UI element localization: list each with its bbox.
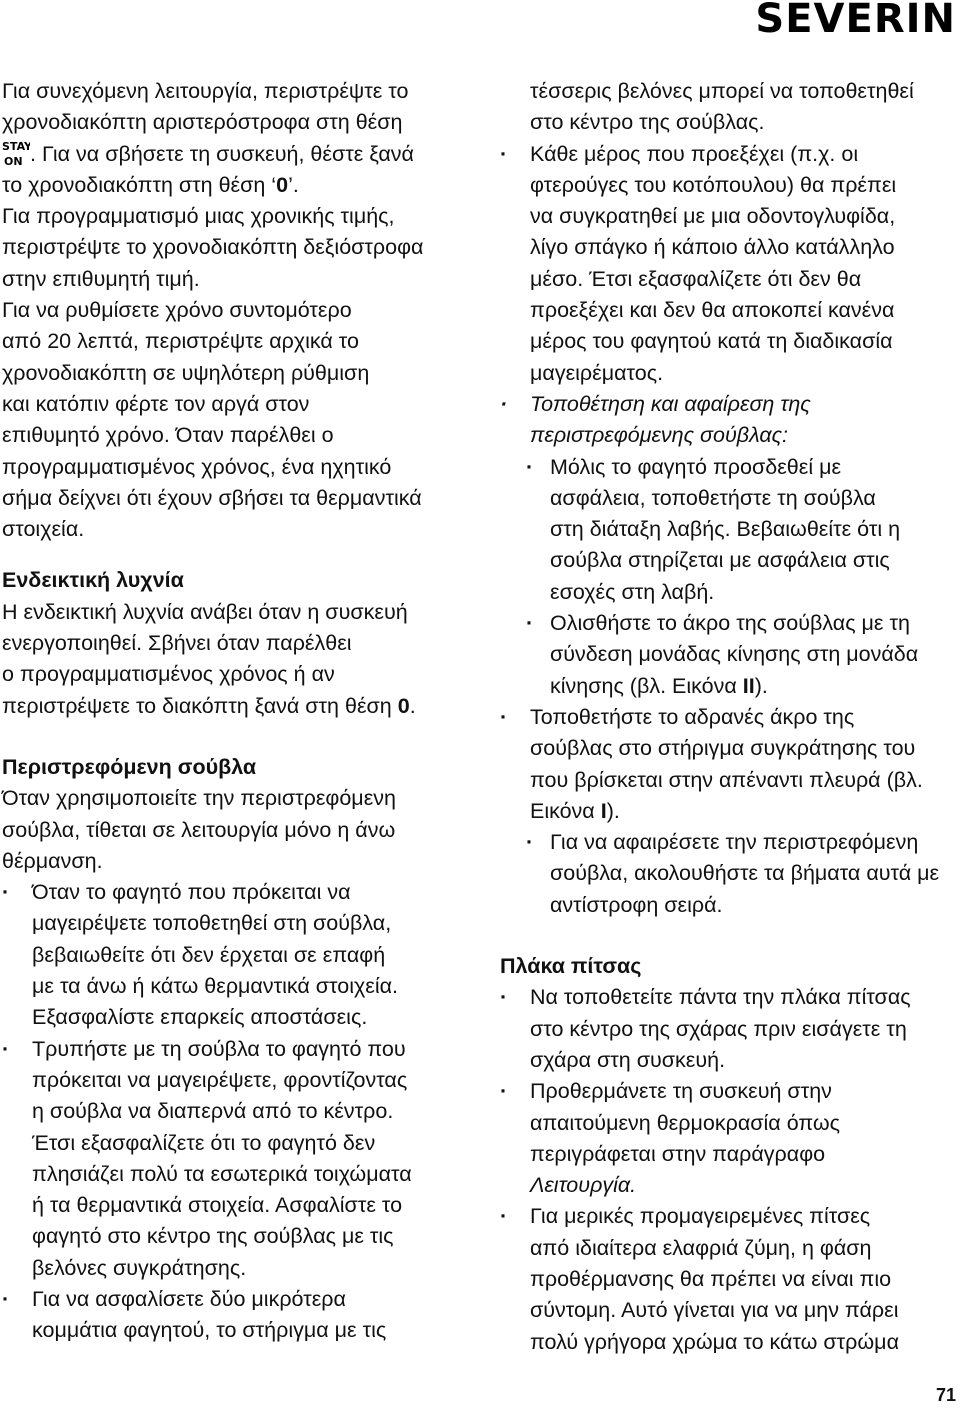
bullet-line: · Για να ασφαλίσετε δύο μικρότερα — [2, 1284, 472, 1315]
bullet-line: · Τρυπήστε με τη σούβλα το φαγητό που — [2, 1034, 472, 1065]
text-line: Έτσι εξασφαλίζετε ότι το φαγητό δεν — [32, 1130, 376, 1155]
bullet-line: · Τοποθέτηση και αφαίρεση της — [500, 389, 958, 420]
stay-label: STAY — [2, 139, 30, 153]
text-line: ή τα θερμαντικά στοιχεία. Ασφαλίστε το — [32, 1193, 403, 1218]
text-line: που βρίσκεται στην απέναντι πλευρά (βλ. — [530, 767, 923, 792]
text-line: από 20 λεπτά, περιστρέψτε αρχικά το — [2, 329, 359, 354]
text-line: και κατόπιν φέρτε τον αργά στον — [2, 391, 310, 416]
section-heading: Περιστρεφόμενη σούβλα — [2, 754, 257, 779]
sub-bullet-line: · Ολισθήστε το άκρο της σούβλας με τη — [500, 608, 958, 639]
text-line: σύντομη. Αυτό γίνεται για να μην πάρει — [530, 1298, 899, 1323]
bullet-marker: · — [500, 1079, 508, 1104]
text-line: κίνησης (βλ. Εικόνα II). — [550, 673, 768, 698]
text-line: ασφάλεια, τοποθετήστε τη σούβλα — [550, 485, 876, 510]
text-line: πρόκειται να μαγειρέψετε, φροντίζοντας — [32, 1067, 408, 1092]
bullet-marker: · — [526, 830, 534, 855]
text-line: λίγο σπάγκο ή κάποιο άλλο κατάλληλο — [530, 235, 895, 260]
text-line: στοιχεία. — [2, 517, 85, 542]
text-line: εσοχές στη λαβή. — [550, 579, 715, 604]
text-line: στη διάταξη λαβής. Βεβαιωθείτε ότι η — [550, 517, 901, 542]
text-line: ο προγραμματισμένος χρόνος ή αν — [2, 662, 335, 687]
text-line: σήμα δείχνει ότι έχουν σβήσει τα θερμαντικά — [2, 485, 422, 510]
bullet-line: · Τοποθετήστε το αδρανές άκρο της — [500, 702, 958, 733]
bullet-line: · Προθερμάνετε τη συσκευή στην — [500, 1076, 958, 1107]
page-number: 71 — [935, 1385, 956, 1405]
bullet-marker: · — [526, 454, 534, 479]
bullet-marker: · — [2, 880, 10, 905]
text-line: Για προγραμματισμό μιας χρονικής τιμής, — [2, 204, 395, 229]
text-line: φτερούγες του κοτόπουλου) θα πρέπει — [530, 172, 897, 197]
text-line: Όταν χρησιμοποιείτε την περιστρεφόμενη — [2, 786, 396, 811]
text-line: σούβλα, ακολουθήστε τα βήματα αυτά με — [550, 861, 940, 886]
bullet-line: · Να τοποθετείτε πάντα την πλάκα πίτσας — [500, 982, 958, 1013]
text-line: σύνδεση μονάδας κίνησης στη μονάδα — [550, 642, 919, 667]
stay-on-icon — [2, 138, 30, 168]
brand-logo: SEVERIN — [755, 0, 956, 42]
text-line: Εξασφαλίστε επαρκείς αποστάσεις. — [32, 1005, 368, 1030]
text-line: πλησιάζει πολύ τα εσωτερικά τοιχώματα — [32, 1161, 412, 1186]
text-line: περιστρέψτε το χρονοδιακόπτη δεξιόστροφα — [2, 235, 424, 260]
text-line: προεξέχει και δεν θα αποκοπεί κανένα — [530, 298, 895, 323]
text-line: Εικόνα I). — [530, 798, 620, 823]
right-column — [500, 76, 958, 1358]
figure-ref: I — [600, 798, 607, 823]
bullet-marker: · — [2, 1286, 10, 1311]
text-line: σούβλας στο στήριγμα συγκράτησης του — [530, 736, 916, 761]
text-line: προγραμματισμένος χρόνος, ένα ηχητικό — [2, 454, 392, 479]
text-line: μέσο. Έτσι εξασφαλίζετε ότι δεν θα — [530, 266, 862, 291]
text-line: στο κέντρο της σχάρας πριν εισάγετε τη — [530, 1016, 907, 1041]
bullet-marker: · — [500, 141, 508, 166]
text-line: η σούβλα να διαπερνά από το κέντρο. — [32, 1099, 394, 1124]
text-line: προθέρμανσης θα πρέπει να είναι πιο — [530, 1266, 892, 1291]
text-line: από ιδιαίτερα ελαφριά ζύμη, η φάση — [530, 1235, 872, 1260]
bullet-marker: · — [526, 611, 534, 636]
text-line: απαιτούμενη θερμοκρασία όπως — [530, 1110, 841, 1135]
text-line: ενεργοποιηθεί. Σβήνει όταν παρέλθει — [2, 631, 352, 656]
bullet-marker: · — [500, 391, 508, 416]
section-heading: Πλάκα πίτσας — [500, 954, 642, 979]
text-line: Για συνεχόμενη λειτουργία, περιστρέψτε το — [2, 79, 409, 103]
bullet-marker: · — [500, 985, 508, 1010]
text-line: φαγητό στο κέντρο της σούβλας με τις — [32, 1224, 394, 1249]
text-line: περιστρέψετε το διακόπτη ξανά στη θέση 0. — [2, 693, 416, 718]
bullet-marker: · — [2, 1036, 10, 1061]
text-line: Για να ρυθμίσετε χρόνο συντομότερο — [2, 298, 352, 323]
text-line: θέρμανση. — [2, 848, 103, 873]
text-line: σούβλα στηρίζεται με ασφάλεια στις — [550, 548, 890, 573]
figure-ref: II — [742, 673, 755, 698]
text-line: Η ενδεικτική λυχνία ανάβει όταν η συσκευή — [2, 599, 408, 624]
section-heading: Ενδεικτική λυχνία — [2, 568, 184, 593]
on-label: ON — [4, 154, 23, 168]
text-line: το χρονοδιακόπτη στη θέση ‘0’. — [2, 172, 299, 197]
text-line: τέσσερις βελόνες μπορεί να τοποθετηθεί — [530, 79, 914, 103]
bullet-marker: · — [500, 1204, 508, 1229]
text-line: σχάρα στη συσκευή. — [530, 1047, 726, 1072]
text-line: να συγκρατηθεί με μια οδοντογλυφίδα, — [530, 204, 896, 229]
position-zero: 0 — [276, 172, 289, 197]
sub-bullet-line: · Για να αφαιρέσετε την περιστρεφόμενη — [500, 827, 958, 858]
text-line: πολύ γρήγορα χρώμα το κάτω στρώμα — [530, 1329, 899, 1354]
text-line: χρονοδιακόπτη σε υψηλότερη ρύθμιση — [2, 360, 370, 385]
text-line: βελόνες συγκράτησης. — [32, 1255, 247, 1280]
text-line: Λειτουργία. — [530, 1173, 637, 1198]
text-line: περιστρεφόμενης σούβλας: — [530, 423, 789, 448]
left-column — [2, 76, 472, 1347]
bullet-line: · Όταν το φαγητό που πρόκειται να — [2, 877, 472, 908]
text-line: μαγειρέψετε τοποθετηθεί στη σούβλα, — [32, 911, 392, 936]
text-line: χρονοδιακόπτη αριστερόστροφα στη θέση — [2, 110, 403, 135]
text-line: κομμάτια φαγητού, το στήριγμα με τις — [32, 1318, 387, 1343]
text-line: μαγειρέματος. — [530, 360, 664, 385]
bullet-marker: · — [500, 704, 508, 729]
position-zero: 0 — [397, 693, 410, 718]
text-line: βεβαιωθείτε ότι δεν έρχεται σε επαφή — [32, 942, 386, 967]
text-line: επιθυμητό χρόνο. Όταν παρέλθει ο — [2, 423, 334, 448]
text-line: STAY ON . Για να σβήσετε τη συσκευή, θέστε ξανά — [2, 139, 414, 168]
text-line: σούβλα, τίθεται σε λειτουργία μόνο η άνω — [2, 817, 396, 842]
bullet-line: · Κάθε μέρος που προεξέχει (π.χ. οι — [500, 139, 958, 170]
text-line: περιγράφεται στην παράγραφο — [530, 1141, 826, 1166]
bullet-line: · Για μερικές προμαγειρεμένες πίτσες — [500, 1201, 958, 1232]
text-line: με τα άνω ή κάτω θερμαντικά στοιχεία. — [32, 974, 399, 999]
text-line: στο κέντρο της σούβλας. — [530, 110, 765, 135]
text-line: στην επιθυμητή τιμή. — [2, 266, 200, 291]
text-line: αντίστροφη σειρά. — [550, 892, 723, 917]
text-line: μέρος του φαγητού κατά τη διαδικασία — [530, 329, 893, 354]
sub-bullet-line: · Μόλις το φαγητό προσδεθεί με — [500, 452, 958, 483]
